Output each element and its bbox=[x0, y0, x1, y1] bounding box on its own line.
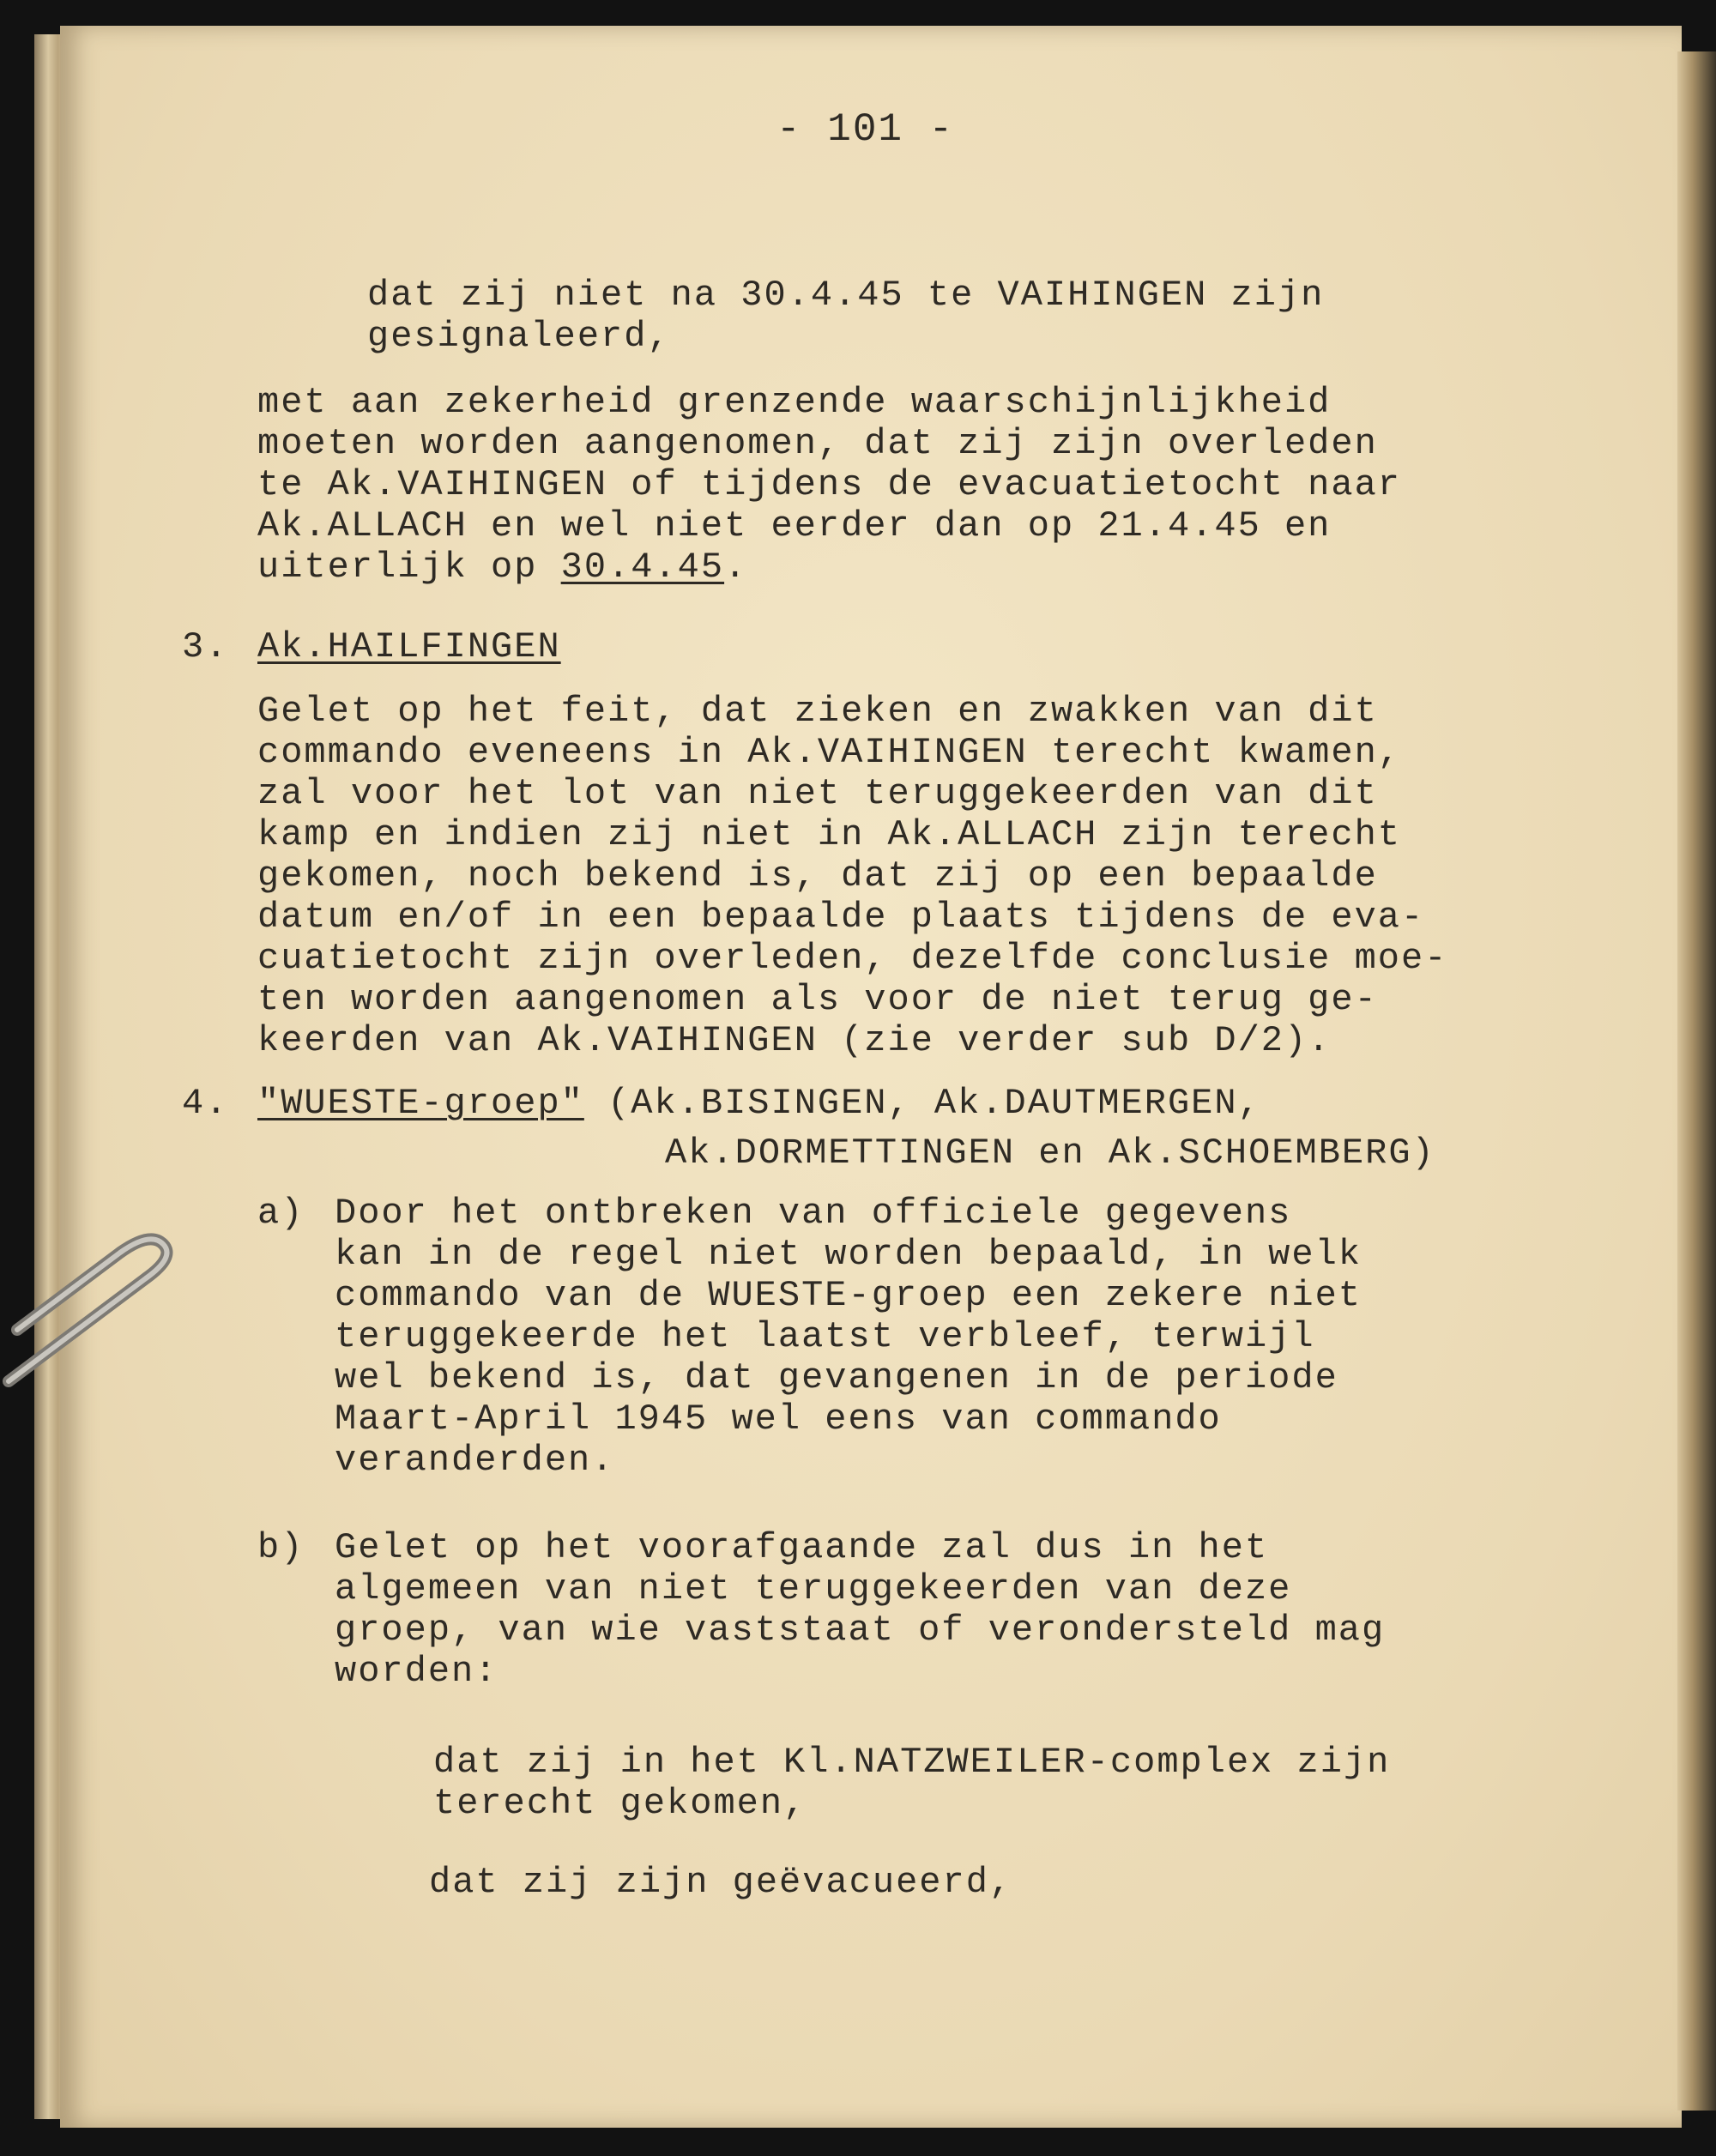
section3-line: zal voor het lot van niet teruggekeerden van dit bbox=[257, 773, 1378, 814]
section4-number: 4. bbox=[182, 1083, 229, 1124]
book-page-edge-right bbox=[1677, 51, 1716, 2111]
item-b-line: Gelet op het voorafgaande zal dus in het bbox=[335, 1527, 1269, 1568]
section3-line: ten worden aangenomen als voor de niet terug ge- bbox=[257, 979, 1378, 1020]
intro-line: moeten worden aangenomen, dat zij zijn overleden bbox=[257, 423, 1378, 464]
intro-underlined-date: 30.4.45 bbox=[560, 547, 725, 588]
section3-number: 3. bbox=[182, 626, 229, 667]
item-a-line: Door het ontbreken van officiele gegevens bbox=[335, 1193, 1292, 1234]
item-b-quote-line: terecht gekomen, bbox=[433, 1783, 807, 1824]
item-b-line: worden: bbox=[335, 1651, 498, 1692]
page-number: - 101 - bbox=[776, 107, 955, 152]
section4-heading: "WUESTE-groep" bbox=[257, 1083, 584, 1124]
section4-heading-line bbox=[257, 1083, 1261, 1124]
intro-line: Ak.ALLACH en wel niet eerder dan op 21.4.45 en bbox=[257, 505, 1332, 547]
intro-quote-line: dat zij niet na 30.4.45 te VAIHINGEN zijn bbox=[367, 275, 1325, 316]
section3-line: datum en/of in een bepaalde plaats tijdens de eva- bbox=[257, 897, 1425, 938]
section3-heading: Ak.HAILFINGEN bbox=[257, 626, 561, 667]
item-b-quote-line: dat zij in het Kl.NATZWEILER-complex zijn bbox=[433, 1742, 1391, 1783]
section4-heading-rest: (Ak.BISINGEN, Ak.DAUTMERGEN, bbox=[583, 1083, 1261, 1124]
item-a-label: a) bbox=[257, 1193, 305, 1234]
item-a-line: wel bekend is, dat gevangenen in de periode bbox=[335, 1357, 1338, 1398]
item-b-line: groep, van wie vaststaat of verondersteld mag bbox=[335, 1609, 1386, 1651]
section3-line: commando eveneens in Ak.VAIHINGEN terecht kwamen, bbox=[257, 732, 1402, 773]
intro-line: te Ak.VAIHINGEN of tijdens de evacuatietocht naar bbox=[257, 464, 1402, 505]
item-a-line: Maart-April 1945 wel eens van commando bbox=[335, 1398, 1222, 1440]
intro-quote-line: gesignaleerd, bbox=[367, 316, 671, 357]
item-b-line: algemeen van niet teruggekeerden van deze bbox=[335, 1568, 1292, 1609]
paper-clip-icon bbox=[0, 1184, 197, 1398]
document-page bbox=[60, 26, 1682, 2128]
section4-heading-continuation: Ak.DORMETTINGEN en Ak.SCHOEMBERG) bbox=[665, 1132, 1435, 1174]
section3-line: Gelet op het feit, dat zieken en zwakken van dit bbox=[257, 691, 1378, 732]
item-a-line: veranderden. bbox=[335, 1440, 615, 1481]
item-b-label: b) bbox=[257, 1527, 305, 1568]
section3-line: kamp en indien zij niet in Ak.ALLACH zijn terecht bbox=[257, 814, 1402, 855]
section3-line: gekomen, noch bekend is, dat zij op een bepaalde bbox=[257, 855, 1378, 897]
intro-line: met aan zekerheid grenzende waarschijnlijkheid bbox=[257, 382, 1332, 423]
item-a-line: kan in de regel niet worden bepaald, in welk bbox=[335, 1234, 1362, 1275]
section3-line: keerden van Ak.VAIHINGEN (zie verder sub D/2). bbox=[257, 1020, 1332, 1061]
item-b-quote-line: dat zij zijn geëvacueerd, bbox=[429, 1862, 1013, 1903]
item-a-line: teruggekeerde het laatst verbleef, terwijl bbox=[335, 1316, 1315, 1357]
intro-last-suffix: . bbox=[724, 547, 748, 588]
intro-last-line bbox=[257, 547, 747, 588]
section3-line: cuatietocht zijn overleden, dezelfde conclusie moe- bbox=[257, 938, 1448, 979]
item-a-line: commando van de WUESTE-groep een zekere niet bbox=[335, 1275, 1362, 1316]
intro-last-prefix: uiterlijk op bbox=[257, 547, 561, 588]
